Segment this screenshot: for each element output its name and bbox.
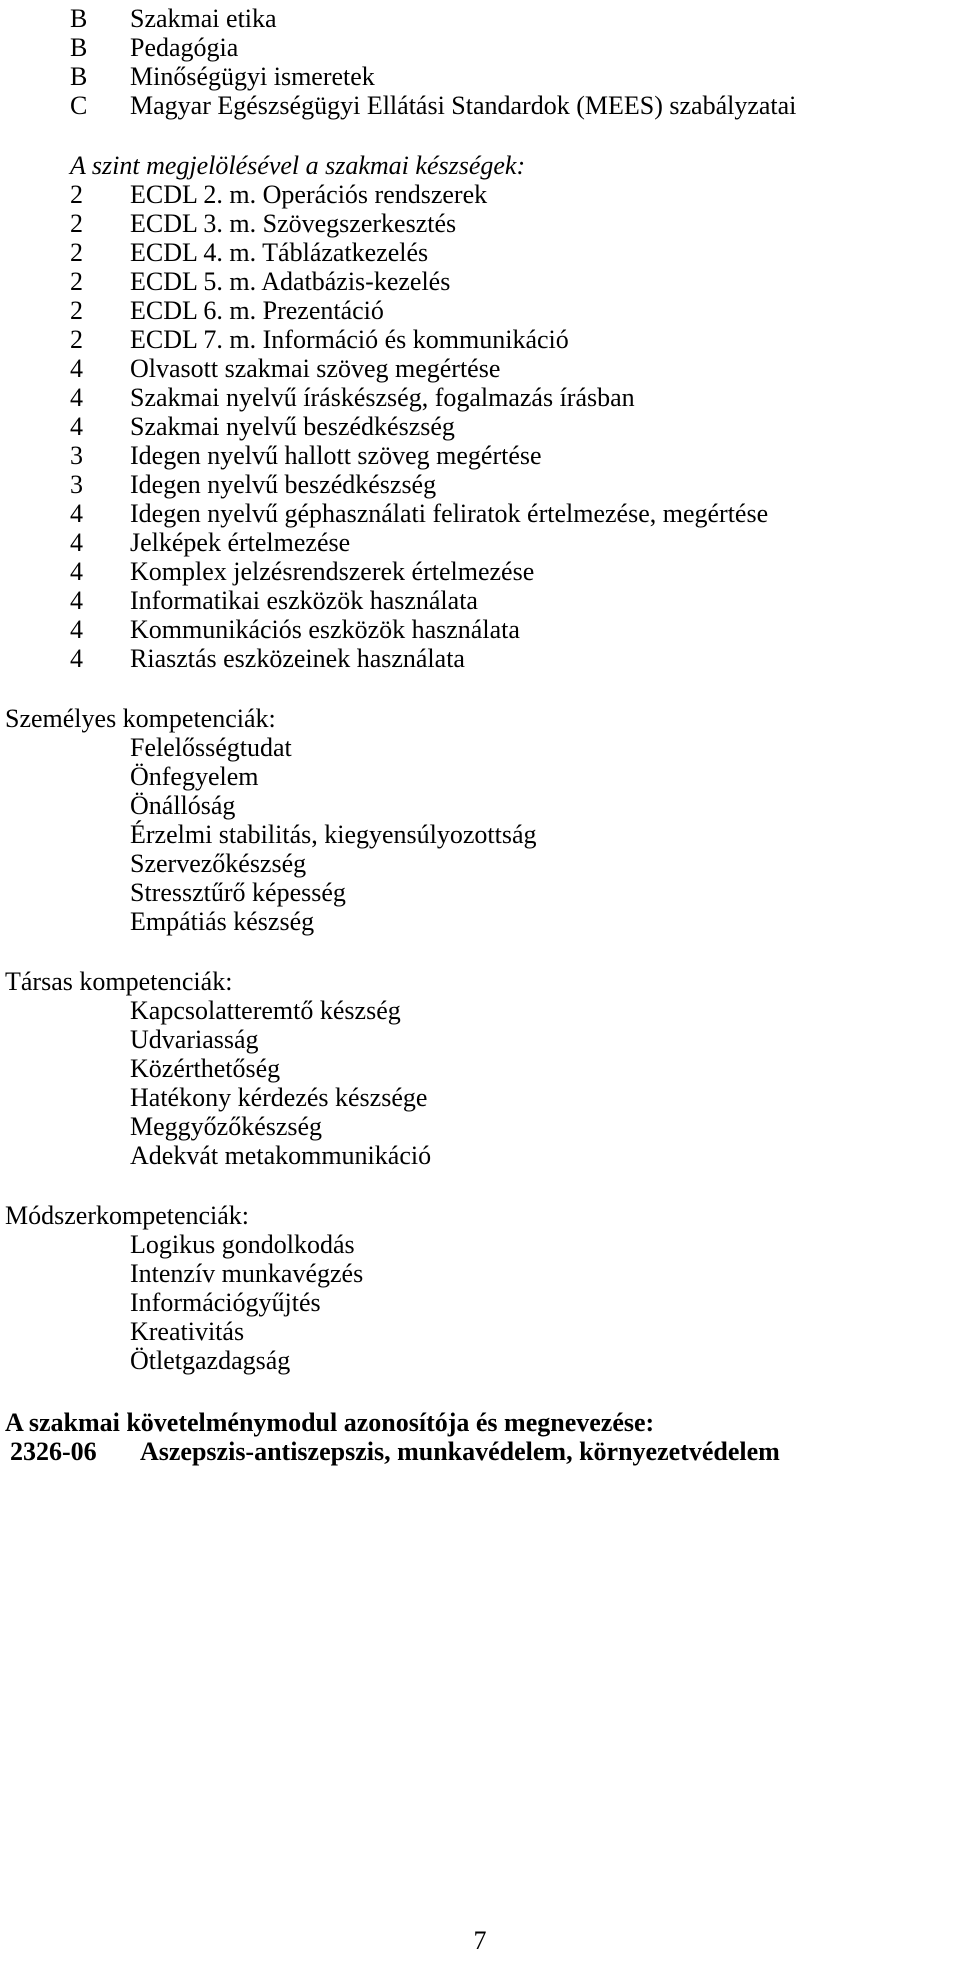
list-item: Empátiás készség [130, 907, 315, 936]
list-item: Meggyőzőkészség [130, 1112, 323, 1141]
list-item: Stressztűrő képesség [130, 878, 346, 907]
level-code: 2 [70, 209, 83, 238]
list-item: Kreativitás [130, 1317, 245, 1346]
skill-text: Kommunikációs eszközök használata [130, 615, 520, 644]
level-code: 2 [70, 267, 83, 296]
skill-text: Olvasott szakmai szöveg megértése [130, 354, 501, 383]
level-code: B [70, 33, 88, 62]
level-code: 2 [70, 325, 83, 354]
level-code: 3 [70, 470, 83, 499]
level-code: 4 [70, 412, 83, 441]
level-code: 4 [70, 615, 83, 644]
list-item: Adekvát metakommunikáció [130, 1141, 432, 1170]
skill-text: Jelképek értelmezése [130, 528, 351, 557]
level-code: 2 [70, 296, 83, 325]
module-code: 2326-06 [10, 1437, 97, 1466]
skill-text: Idegen nyelvű hallott szöveg megértése [130, 441, 542, 470]
skill-text: Informatikai eszközök használata [130, 586, 478, 615]
skill-text: Idegen nyelvű géphasználati feliratok értelmezése, megértése [130, 499, 769, 528]
skills-heading: A szint megjelölésével a szakmai készségek: [70, 151, 526, 180]
skill-text: Szakmai nyelvű íráskészség, fogalmazás írásban [130, 383, 635, 412]
item-text: Pedagógia [130, 33, 239, 62]
skill-text: ECDL 4. m. Táblázatkezelés [130, 238, 429, 267]
list-item: Ötletgazdagság [130, 1346, 291, 1375]
skill-text: Idegen nyelvű beszédkészség [130, 470, 437, 499]
level-code: 4 [70, 354, 83, 383]
item-text: Szakmai etika [130, 4, 277, 33]
list-item: Intenzív munkavégzés [130, 1259, 364, 1288]
skill-text: ECDL 3. m. Szövegszerkesztés [130, 209, 457, 238]
level-code: 4 [70, 499, 83, 528]
list-item: Érzelmi stabilitás, kiegyensúlyozottság [130, 820, 537, 849]
skill-text: ECDL 7. m. Információ és kommunikáció [130, 325, 569, 354]
list-item: Önállóság [130, 791, 236, 820]
skill-text: Szakmai nyelvű beszédkészség [130, 412, 455, 441]
skill-text: ECDL 2. m. Operációs rendszerek [130, 180, 488, 209]
module-name: Aszepszis-antiszepszis, munkavédelem, környezetvédelem [140, 1437, 780, 1466]
list-item: Udvariasság [130, 1025, 259, 1054]
level-code: 4 [70, 383, 83, 412]
list-item: Felelősségtudat [130, 733, 292, 762]
list-item: Logikus gondolkodás [130, 1230, 355, 1259]
list-item: Közérthetőség [130, 1054, 281, 1083]
list-item: Kapcsolatteremtő készség [130, 996, 401, 1025]
skill-text: Riasztás eszközeinek használata [130, 644, 465, 673]
level-code: B [70, 4, 88, 33]
method-competencies-heading: Módszerkompetenciák: [5, 1201, 250, 1230]
skill-text: ECDL 6. m. Prezentáció [130, 296, 384, 325]
list-item: Szervezőkészség [130, 849, 307, 878]
level-code: 4 [70, 586, 83, 615]
level-code: 4 [70, 644, 83, 673]
level-code: 4 [70, 557, 83, 586]
page-number: 7 [473, 1926, 487, 1955]
social-competencies-heading: Társas kompetenciák: [5, 967, 233, 996]
level-code: 3 [70, 441, 83, 470]
level-code: B [70, 62, 88, 91]
level-code: 2 [70, 180, 83, 209]
list-item: Önfegyelem [130, 762, 259, 791]
personal-competencies-heading: Személyes kompetenciák: [5, 704, 276, 733]
item-text: Minőségügyi ismeretek [130, 62, 375, 91]
skill-text: ECDL 5. m. Adatbázis-kezelés [130, 267, 451, 296]
level-code: C [70, 91, 88, 120]
level-code: 2 [70, 238, 83, 267]
list-item: Hatékony kérdezés készsége [130, 1083, 428, 1112]
module-heading: A szakmai követelménymodul azonosítója és megnevezése: [5, 1408, 655, 1437]
list-item: Információgyűjtés [130, 1288, 321, 1317]
item-text: Magyar Egészségügyi Ellátási Standardok (MEES) szabályzatai [130, 91, 797, 120]
skill-text: Komplex jelzésrendszerek értelmezése [130, 557, 535, 586]
level-code: 4 [70, 528, 83, 557]
